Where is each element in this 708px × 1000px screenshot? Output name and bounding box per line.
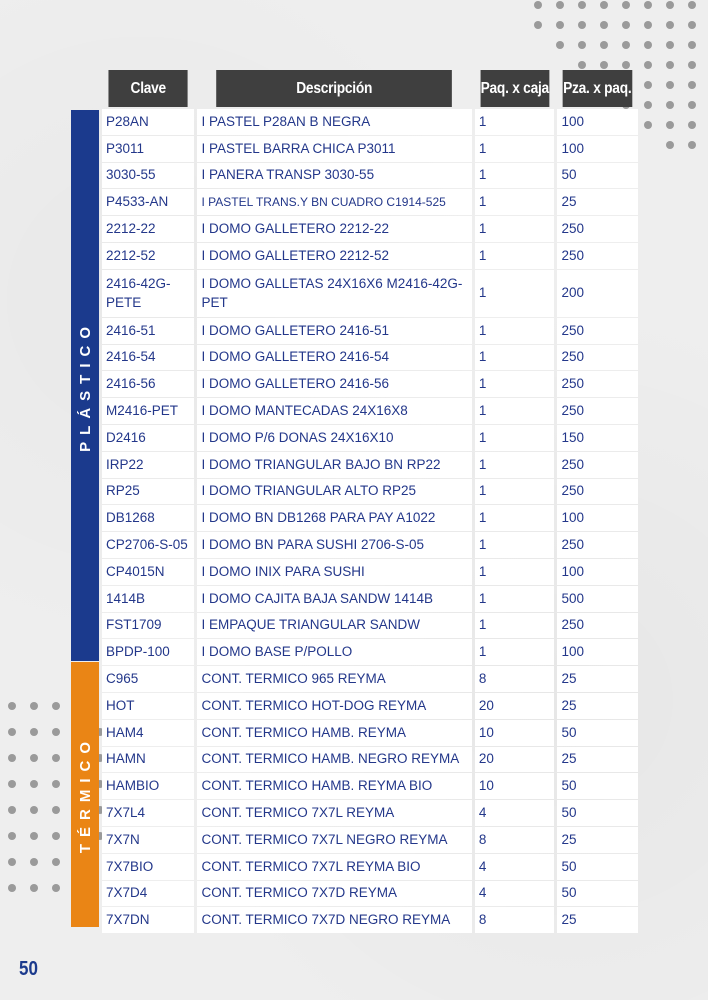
cell-descripcion: I PASTEL P28AN B NEGRA bbox=[197, 109, 471, 135]
table-row bbox=[102, 773, 638, 800]
cell-clave: IRP22 bbox=[102, 452, 194, 478]
table-row bbox=[102, 532, 638, 559]
cell-descripcion: I DOMO GALLETERO 2416-51 bbox=[197, 318, 471, 344]
cell-paq-caja: 1 bbox=[475, 243, 555, 269]
cell-paq-caja: 1 bbox=[475, 189, 555, 215]
cell-pza-paq: 100 bbox=[557, 109, 638, 135]
cell-pza-paq: 250 bbox=[557, 613, 638, 639]
cell-descripcion: I DOMO GALLETERO 2416-54 bbox=[197, 345, 471, 371]
table-row bbox=[102, 505, 638, 532]
cell-pza-paq: 50 bbox=[557, 720, 638, 746]
section-band-plastico bbox=[71, 110, 99, 661]
cell-descripcion: CONT. TERMICO HAMB. REYMA BIO bbox=[197, 773, 471, 799]
cell-paq-caja: 1 bbox=[475, 425, 555, 451]
cell-paq-caja: 8 bbox=[475, 827, 555, 853]
decorative-dot bbox=[52, 884, 60, 892]
decorative-dot bbox=[8, 702, 16, 710]
decorative-dot bbox=[30, 884, 38, 892]
decorative-dot bbox=[30, 858, 38, 866]
decorative-dot bbox=[556, 41, 564, 49]
cell-clave: P3011 bbox=[102, 136, 194, 162]
cell-clave: C965 bbox=[102, 666, 194, 692]
cell-pza-paq: 250 bbox=[557, 318, 638, 344]
table-row bbox=[102, 613, 638, 640]
decorative-dot bbox=[52, 832, 60, 840]
decorative-dot bbox=[644, 61, 652, 69]
cell-clave: CP2706-S-05 bbox=[102, 532, 194, 558]
decorative-dot bbox=[30, 702, 38, 710]
decorative-dot bbox=[52, 702, 60, 710]
page-number: 50 bbox=[19, 958, 38, 980]
decorative-dot bbox=[666, 141, 674, 149]
cell-descripcion: I DOMO TRIANGULAR ALTO RP25 bbox=[197, 479, 471, 505]
table-row bbox=[102, 747, 638, 774]
cell-clave: 7X7L4 bbox=[102, 800, 194, 826]
cell-pza-paq: 100 bbox=[557, 505, 638, 531]
decorative-dot bbox=[644, 121, 652, 129]
cell-clave: DB1268 bbox=[102, 505, 194, 531]
cell-descripcion: I DOMO TRIANGULAR BAJO BN RP22 bbox=[197, 452, 471, 478]
cell-paq-caja: 1 bbox=[475, 216, 555, 242]
cell-paq-caja: 1 bbox=[475, 532, 555, 558]
table-row bbox=[102, 243, 638, 270]
cell-paq-caja: 1 bbox=[475, 371, 555, 397]
cell-descripcion: I DOMO P/6 DONAS 24X16X10 bbox=[197, 425, 471, 451]
cell-paq-caja: 8 bbox=[475, 666, 555, 692]
decorative-dot bbox=[30, 780, 38, 788]
cell-pza-paq: 100 bbox=[557, 639, 638, 665]
cell-paq-caja: 1 bbox=[475, 479, 555, 505]
cell-clave: 1414B bbox=[102, 586, 194, 612]
section-label-plastico: PLÁSTICO bbox=[76, 319, 94, 452]
decorative-dot bbox=[666, 21, 674, 29]
table-row bbox=[102, 479, 638, 506]
cell-descripcion: CONT. TERMICO HAMB. REYMA bbox=[197, 720, 471, 746]
cell-descripcion: I DOMO CAJITA BAJA SANDW 1414B bbox=[197, 586, 471, 612]
decorative-dot bbox=[30, 728, 38, 736]
cell-pza-paq: 25 bbox=[557, 827, 638, 853]
cell-descripcion: I DOMO GALLETERO 2416-56 bbox=[197, 371, 471, 397]
decorative-dot bbox=[622, 21, 630, 29]
decorative-dot bbox=[622, 1, 630, 9]
cell-pza-paq: 500 bbox=[557, 586, 638, 612]
cell-paq-caja: 1 bbox=[475, 398, 555, 424]
decorative-dot bbox=[622, 61, 630, 69]
header-descripcion: Descripción bbox=[217, 70, 453, 107]
cell-paq-caja: 1 bbox=[475, 318, 555, 344]
cell-paq-caja: 1 bbox=[475, 345, 555, 371]
table-row bbox=[102, 318, 638, 345]
cell-pza-paq: 250 bbox=[557, 452, 638, 478]
cell-pza-paq: 250 bbox=[557, 371, 638, 397]
cell-pza-paq: 250 bbox=[557, 243, 638, 269]
decorative-dot bbox=[8, 884, 16, 892]
decorative-dot bbox=[8, 754, 16, 762]
cell-clave: D2416 bbox=[102, 425, 194, 451]
cell-clave: 2416-51 bbox=[102, 318, 194, 344]
cell-descripcion: I DOMO GALLETERO 2212-52 bbox=[197, 243, 471, 269]
decorative-dot bbox=[534, 21, 542, 29]
decorative-dot bbox=[578, 61, 586, 69]
cell-pza-paq: 50 bbox=[557, 881, 638, 907]
cell-clave: 2212-22 bbox=[102, 216, 194, 242]
product-table bbox=[102, 70, 638, 934]
cell-descripcion: I PASTEL BARRA CHICA P3011 bbox=[197, 136, 471, 162]
decorative-dot bbox=[688, 81, 696, 89]
cell-descripcion: CONT. TERMICO HAMB. NEGRO REYMA bbox=[197, 747, 471, 773]
cell-paq-caja: 1 bbox=[475, 163, 555, 189]
table-row bbox=[102, 827, 638, 854]
cell-pza-paq: 50 bbox=[557, 163, 638, 189]
cell-descripcion: CONT. TERMICO 7X7L NEGRO REYMA bbox=[197, 827, 471, 853]
cell-clave: M2416-PET bbox=[102, 398, 194, 424]
cell-pza-paq: 25 bbox=[557, 693, 638, 719]
cell-clave: HAM4 bbox=[102, 720, 194, 746]
table-row bbox=[102, 907, 638, 934]
decorative-dot bbox=[600, 21, 608, 29]
table-row bbox=[102, 345, 638, 372]
decorative-dot bbox=[8, 728, 16, 736]
decorative-dot bbox=[600, 1, 608, 9]
decorative-dot bbox=[8, 832, 16, 840]
table-row bbox=[102, 371, 638, 398]
table-row bbox=[102, 639, 638, 666]
header-clave: Clave bbox=[108, 70, 188, 107]
header-pza-paq: Pza. x paq. bbox=[563, 70, 632, 107]
decorative-dot bbox=[578, 21, 586, 29]
cell-clave: HAMN bbox=[102, 747, 194, 773]
table-row bbox=[102, 854, 638, 881]
cell-clave: 2416-54 bbox=[102, 345, 194, 371]
decorative-dot bbox=[688, 1, 696, 9]
cell-paq-caja: 1 bbox=[475, 452, 555, 478]
cell-paq-caja: 4 bbox=[475, 800, 555, 826]
cell-pza-paq: 25 bbox=[557, 189, 638, 215]
cell-paq-caja: 1 bbox=[475, 613, 555, 639]
cell-clave: BPDP-100 bbox=[102, 639, 194, 665]
cell-clave: 2212-52 bbox=[102, 243, 194, 269]
decorative-dot bbox=[52, 728, 60, 736]
cell-pza-paq: 50 bbox=[557, 800, 638, 826]
decorative-dot bbox=[666, 101, 674, 109]
table-row bbox=[102, 398, 638, 425]
cell-descripcion: I DOMO BN PARA SUSHI 2706-S-05 bbox=[197, 532, 471, 558]
cell-pza-paq: 150 bbox=[557, 425, 638, 451]
cell-paq-caja: 10 bbox=[475, 773, 555, 799]
table-row bbox=[102, 693, 638, 720]
table-row bbox=[102, 452, 638, 479]
cell-pza-paq: 50 bbox=[557, 773, 638, 799]
cell-pza-paq: 50 bbox=[557, 854, 638, 880]
table-row bbox=[102, 136, 638, 163]
cell-clave: 2416-56 bbox=[102, 371, 194, 397]
cell-clave: RP25 bbox=[102, 479, 194, 505]
table-row bbox=[102, 216, 638, 243]
table-body bbox=[102, 109, 638, 934]
cell-pza-paq: 250 bbox=[557, 532, 638, 558]
decorative-dot bbox=[688, 41, 696, 49]
cell-clave: CP4015N bbox=[102, 559, 194, 585]
decorative-dot bbox=[8, 858, 16, 866]
table-row bbox=[102, 586, 638, 613]
decorative-dot bbox=[8, 780, 16, 788]
cell-clave: 7X7D4 bbox=[102, 881, 194, 907]
decorative-dot bbox=[8, 806, 16, 814]
cell-descripcion: CONT. TERMICO HOT-DOG REYMA bbox=[197, 693, 471, 719]
decorative-dot bbox=[688, 141, 696, 149]
cell-clave: P28AN bbox=[102, 109, 194, 135]
header-paq-caja: Paq. x caja bbox=[480, 70, 548, 107]
decorative-dot bbox=[30, 754, 38, 762]
cell-descripcion: I PASTEL TRANS.Y BN CUADRO C1914-525 bbox=[197, 189, 471, 215]
decorative-dot bbox=[30, 832, 38, 840]
decorative-dot bbox=[644, 1, 652, 9]
cell-descripcion: I PANERA TRANSP 3030-55 bbox=[197, 163, 471, 189]
cell-paq-caja: 1 bbox=[475, 136, 555, 162]
cell-descripcion: I DOMO GALLETAS 24X16X6 M2416-42G-PET bbox=[197, 270, 471, 317]
decorative-dot bbox=[30, 806, 38, 814]
decorative-dot bbox=[52, 780, 60, 788]
decorative-dot bbox=[688, 61, 696, 69]
cell-descripcion: I DOMO INIX PARA SUSHI bbox=[197, 559, 471, 585]
cell-descripcion: CONT. TERMICO 965 REYMA bbox=[197, 666, 471, 692]
decorative-dot bbox=[622, 41, 630, 49]
cell-pza-paq: 250 bbox=[557, 398, 638, 424]
decorative-dot bbox=[52, 806, 60, 814]
cell-clave: 7X7DN bbox=[102, 907, 194, 933]
cell-paq-caja: 1 bbox=[475, 505, 555, 531]
table-row bbox=[102, 425, 638, 452]
cell-paq-caja: 1 bbox=[475, 586, 555, 612]
decorative-dot bbox=[52, 754, 60, 762]
decorative-dot bbox=[666, 81, 674, 89]
decorative-dot bbox=[578, 1, 586, 9]
cell-clave: HAMBIO bbox=[102, 773, 194, 799]
cell-descripcion: I DOMO MANTECADAS 24X16X8 bbox=[197, 398, 471, 424]
cell-pza-paq: 250 bbox=[557, 479, 638, 505]
decorative-dot bbox=[644, 81, 652, 89]
decorative-dot bbox=[556, 1, 564, 9]
cell-pza-paq: 250 bbox=[557, 216, 638, 242]
decorative-dot bbox=[600, 61, 608, 69]
cell-paq-caja: 20 bbox=[475, 693, 555, 719]
table-row bbox=[102, 163, 638, 190]
cell-paq-caja: 8 bbox=[475, 907, 555, 933]
cell-pza-paq: 200 bbox=[557, 270, 638, 317]
cell-descripcion: CONT. TERMICO 7X7D REYMA bbox=[197, 881, 471, 907]
table-row bbox=[102, 800, 638, 827]
cell-pza-paq: 25 bbox=[557, 666, 638, 692]
cell-descripcion: CONT. TERMICO 7X7D NEGRO REYMA bbox=[197, 907, 471, 933]
decorative-dot bbox=[644, 101, 652, 109]
cell-paq-caja: 20 bbox=[475, 747, 555, 773]
cell-descripcion: CONT. TERMICO 7X7L REYMA BIO bbox=[197, 854, 471, 880]
decorative-dot bbox=[52, 858, 60, 866]
decorative-dot bbox=[644, 41, 652, 49]
cell-descripcion: I DOMO GALLETERO 2212-22 bbox=[197, 216, 471, 242]
cell-clave: 2416-42G-PETE bbox=[102, 270, 194, 317]
cell-pza-paq: 25 bbox=[557, 747, 638, 773]
section-band-termico bbox=[71, 662, 99, 927]
decorative-dot bbox=[556, 21, 564, 29]
decorative-dot bbox=[688, 101, 696, 109]
cell-clave: 3030-55 bbox=[102, 163, 194, 189]
cell-paq-caja: 1 bbox=[475, 270, 555, 317]
cell-descripcion: I EMPAQUE TRIANGULAR SANDW bbox=[197, 613, 471, 639]
decorative-dot bbox=[534, 1, 542, 9]
cell-descripcion: I DOMO BN DB1268 PARA PAY A1022 bbox=[197, 505, 471, 531]
table-row bbox=[102, 559, 638, 586]
cell-paq-caja: 4 bbox=[475, 881, 555, 907]
cell-clave: HOT bbox=[102, 693, 194, 719]
table-row bbox=[102, 666, 638, 693]
table-row bbox=[102, 109, 638, 136]
cell-paq-caja: 4 bbox=[475, 854, 555, 880]
decorative-dot bbox=[666, 61, 674, 69]
cell-pza-paq: 25 bbox=[557, 907, 638, 933]
table-row bbox=[102, 189, 638, 216]
cell-pza-paq: 100 bbox=[557, 559, 638, 585]
cell-paq-caja: 1 bbox=[475, 109, 555, 135]
decorative-dot bbox=[600, 41, 608, 49]
cell-pza-paq: 250 bbox=[557, 345, 638, 371]
decorative-dot bbox=[666, 1, 674, 9]
decorative-dot bbox=[666, 121, 674, 129]
cell-clave: FST1709 bbox=[102, 613, 194, 639]
table-row bbox=[102, 720, 638, 747]
table-header bbox=[102, 70, 638, 107]
cell-clave: 7X7BIO bbox=[102, 854, 194, 880]
decorative-dot bbox=[688, 121, 696, 129]
cell-paq-caja: 1 bbox=[475, 639, 555, 665]
cell-descripcion: I DOMO BASE P/POLLO bbox=[197, 639, 471, 665]
cell-clave: 7X7N bbox=[102, 827, 194, 853]
decorative-dot bbox=[644, 21, 652, 29]
decorative-dot bbox=[688, 21, 696, 29]
cell-pza-paq: 100 bbox=[557, 136, 638, 162]
cell-paq-caja: 1 bbox=[475, 559, 555, 585]
cell-descripcion: CONT. TERMICO 7X7L REYMA bbox=[197, 800, 471, 826]
section-label-termico: TÉRMICO bbox=[76, 735, 94, 854]
table-row bbox=[102, 270, 638, 318]
cell-clave: P4533-AN bbox=[102, 189, 194, 215]
decorative-dot bbox=[666, 41, 674, 49]
table-row bbox=[102, 881, 638, 908]
cell-paq-caja: 10 bbox=[475, 720, 555, 746]
decorative-dot bbox=[578, 41, 586, 49]
